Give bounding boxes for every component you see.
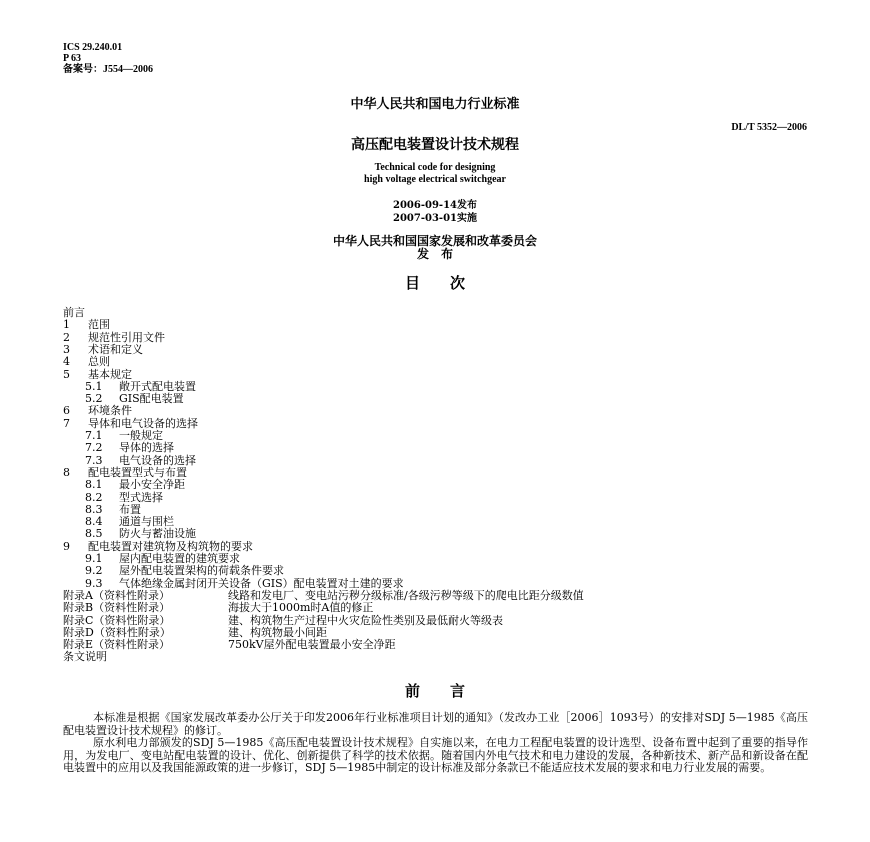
toc-item-number: 附录D（资料性附录） [63,625,171,639]
toc-item-text: 型式选择 [119,490,163,504]
toc-item [63,639,396,651]
toc-item-number: 7.2 [85,441,103,455]
toc-item [85,455,196,467]
toc-item-text: 线路和发电厂、变电站污秽分级标准/各级污秽等级下的爬电比距分级数值 [228,588,584,602]
toc-heading: 目 次 [404,274,465,292]
toc-item [63,307,85,319]
ics-code: ICS 29.240.01 [63,42,123,53]
toc-item-number: 9.1 [85,552,103,565]
toc-item-text: 屋外配电装置架构的荷载条件要求 [119,564,284,578]
toc-item [63,615,503,627]
preface-heading: 前 言 [404,682,465,700]
toc-item-number: 8.2 [85,490,103,504]
toc-item-text: 海拔大于1000m时A值的修正 [228,601,374,615]
toc-item-number: 1 [63,318,70,332]
title-cn: 高压配电装置设计技术规程 [351,137,519,153]
toc-item-number: 5.1 [85,379,103,393]
toc-item [63,418,198,430]
toc-item-text: 总则 [88,355,110,369]
toc-item [63,602,373,614]
toc-item [63,627,327,639]
toc-item-text: 电气设备的选择 [119,453,196,467]
standard-code: DL/T 5352—2006 [731,122,807,133]
toc-item-number: 6 [63,404,70,418]
toc-item [63,369,132,381]
toc-item-text: 范围 [88,318,110,332]
effective-date: 2007-03-01实施 [393,213,477,224]
toc-item-number: 3 [63,342,70,356]
toc-item-number: 附录B（资料性附录） [63,601,171,615]
toc-item-number: 8.4 [85,515,103,529]
toc-item-text: 通道与围栏 [119,515,174,529]
toc-item-number: 5 [63,367,70,381]
issuer: 中华人民共和国国家发展和改革委员会 [332,234,537,248]
toc-item-number: 9.3 [85,576,103,590]
title-en-line1: Technical code for designing [374,162,496,173]
toc-item-number: 8.3 [85,502,103,516]
toc-item-text: 750kV屋外配电装置最小安全净距 [228,638,396,652]
toc-item-number: 附录E（资料性附录） [63,638,171,652]
toc-item [63,356,110,368]
toc-item-text: 配电装置型式与布置 [88,465,187,479]
title-en-line2: high voltage electrical switchgear [364,174,506,185]
toc-item-text: 敞开式配电装置 [119,379,196,393]
preface-paragraph-1: 本标准是根据《国家发展改革委办公厅关于印发2006年行业标准项目计划的通知》（发改办工业［2006］1093号）的安排对SDJ 5—1985《高压配电装置设计技术规程》的修订。 [63,711,808,737]
toc-item [63,651,107,663]
toc-item-number: 附录A（资料性附录） [63,588,170,602]
toc-item-text: 一般规定 [119,429,163,442]
toc-item-number: 5.2 [85,392,103,406]
toc-item-number: 7.1 [85,429,103,442]
toc-item-number: 附录C（资料性附录） [63,613,171,627]
issue-word: 发 布 [416,247,453,261]
toc-item [85,504,141,516]
toc-item-number: 8 [63,465,70,479]
toc-item-number: 8.1 [85,478,103,492]
issue-date: 2006-09-14发布 [393,200,477,211]
toc-item-text: 规范性引用文件 [88,330,165,344]
toc-item [63,405,132,417]
toc-item-text: GIS配电装置 [119,392,184,406]
toc-item-text: 环境条件 [88,404,132,418]
toc-item-text: 防火与蓄油设施 [119,527,196,541]
toc-item [85,479,185,491]
toc-item-text: 屋内配电装置的建筑要求 [119,552,240,565]
toc-item-text: 建、构筑物最小间距 [228,625,327,639]
toc-item-number: 8.5 [85,527,103,541]
toc-item-number: 7.3 [85,453,103,467]
toc-item-number: 9.2 [85,564,103,578]
toc-item-text: 布置 [119,502,141,516]
toc-item [63,541,253,553]
toc-item [85,565,284,577]
toc-item-number: 4 [63,355,70,369]
preface-paragraph-2: 原水利电力部颁发的SDJ 5—1985《高压配电装置设计技术规程》自实施以来，在电力工程配电装置的设计选型、设备布置中起到了重要的指导作用，为发电厂、变电站配电装置的设计、优化、创新提供了科学的技术依据。随着国内外电气技术和电力建设的发展，各种新技术、新产品和新设备在配电装置中的应用以及我国能源政策的进一步修订，SDJ 5—1985中制定的设计标准及部分条款已不能适应技术发展的要求和电力行业发展的需要。 [63,736,808,774]
toc-item-text: 术语和定义 [88,342,143,356]
toc-item [63,332,165,344]
toc-item-text: 前言 [63,306,85,319]
p-code: P 63 [63,53,82,64]
toc-item-number: 9 [63,539,70,553]
toc-item-text: 条文说明 [63,650,107,664]
toc-item-number: 7 [63,416,70,430]
record-number: 备案号：J554—2006 [63,64,153,75]
toc-item-text: 气体绝缘金属封闭开关设备（GIS）配电装置对土建的要求 [119,576,404,590]
toc-item-text: 导体的选择 [119,441,174,455]
toc-item [85,528,196,540]
toc-item-text: 导体和电气设备的选择 [88,416,198,430]
toc-item [85,578,404,590]
toc-item [63,319,110,331]
toc-item-text: 配电装置对建筑物及构筑物的要求 [88,539,253,553]
toc-item [85,381,196,393]
toc-item [85,442,174,454]
org-name: 中华人民共和国电力行业标准 [350,97,520,112]
toc-item-number: 2 [63,330,70,344]
toc-item-text: 最小安全净距 [119,478,185,492]
toc-item-text: 建、构筑物生产过程中火灾危险性类别及最低耐火等级表 [228,613,503,627]
toc-item [85,492,163,504]
toc-item-text: 基本规定 [88,367,132,381]
